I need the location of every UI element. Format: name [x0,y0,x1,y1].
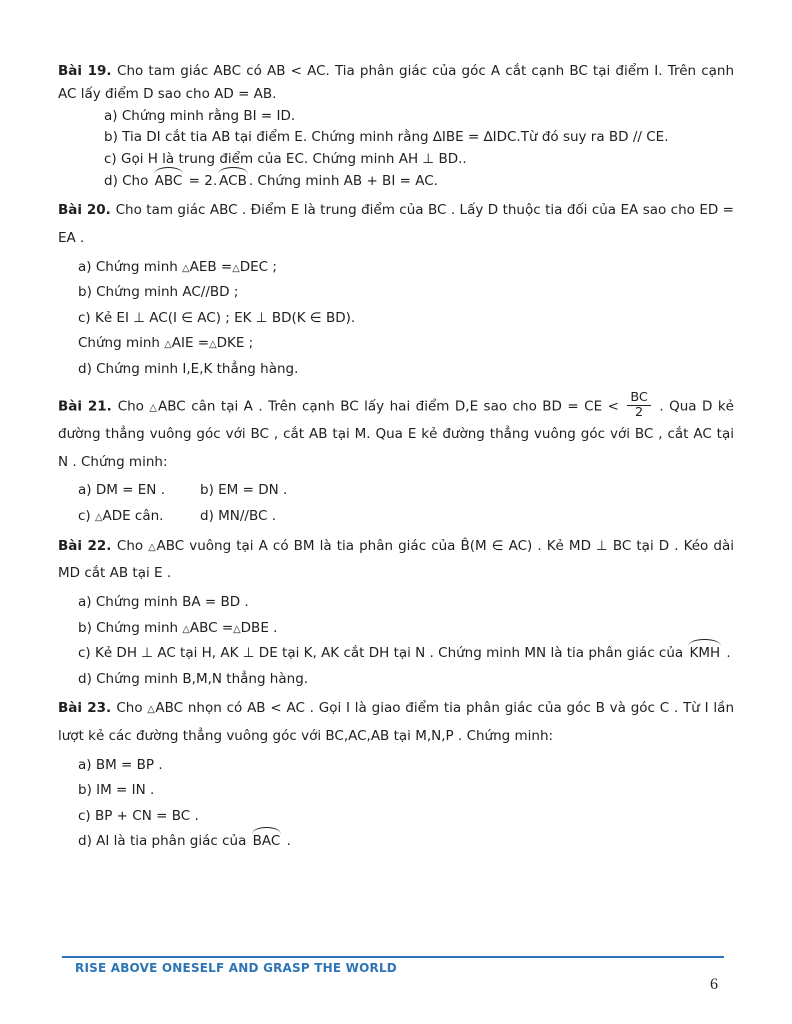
page-number: 6 [710,976,718,993]
problem-20 [58,197,734,380]
problem-19 [58,60,734,192]
triangle-symbol: △ [149,401,159,413]
triangle-symbol: △ [209,339,217,351]
fraction-numerator: BC [627,391,651,407]
problem-part: b) IM = IN . [78,782,155,799]
part-column: d) MN//BC . [200,508,277,524]
problem-part: c) BP + CN = BC . [78,807,199,824]
triangle-symbol: △ [147,704,156,716]
problem-part: a) Chứng minh △AEB =△DEC ; [78,258,277,275]
triangle-symbol: △ [148,541,157,553]
problem-label: Bài 23. [58,700,117,717]
problem-part: d) Chứng minh I,E,K thẳng hàng. [78,360,299,377]
problem-part: d) AI là tia phân giác của BAC . [58,831,734,853]
triangle-symbol: △ [94,512,103,523]
problem-list [58,60,734,857]
part-column: b) EM = DN . [200,482,288,499]
part-column: c) △ADE cân. [78,508,164,524]
problem-part: Chứng minh △AIE =△DKE ; [78,335,254,352]
triangle-symbol: △ [232,262,240,274]
problem-part: a) Chứng minh BA = BD . [78,593,249,610]
problem-intro: Bài 21. Cho △ABC cân tại A . Trên cạnh BC lấy hai điểm D,E sao cho BD = CE < $\frac{BC}{2}$ . Qua D kẻ đường thẳng vuông góc với BC , cắt AB tại M. Qua E kẻ đường thẳng vuông góc với BC , cắt AC tại N . Chứng minh: [58,389,734,470]
triangle-symbol: △ [233,623,241,635]
footer-divider [62,956,724,958]
fraction [627,391,651,422]
problem-part: b) Chứng minh △ABC =△DBE . [78,619,278,636]
problem-part: c) Kẻ DH ⊥ AC tại H, AK ⊥ DE tại K, AK cắt DH tại N . Chứng minh MN là tia phân giác của KMH . [58,643,734,665]
problem-intro: Bài 22. Cho △ABC vuông tại A có BM là tia phân giác của B̂(M ∈ AC) . Kẻ MD ⊥ BC tại D . Kéo dài MD cắt AB tại E . [58,537,734,582]
angle-arc-notation: ACB [217,171,249,193]
triangle-symbol: △ [182,262,190,274]
problem-intro: Bài 19. Cho tam giác ABC có AB < AC. Tia phân giác của góc A cắt cạnh BC tại điểm I. Trên cạnh AC lấy điểm D sao cho AD = AB. [58,63,735,102]
triangle-symbol: △ [164,339,172,351]
angle-arc-notation: ABC [153,171,185,193]
problem-part: a) Chứng minh rằng BI = ID. [104,107,296,124]
problem-part: b) Chứng minh AC//BD ; [78,284,239,301]
problem-part: b) Tia DI cắt tia AB tại điểm E. Chứng minh rằng ∆IBE = ∆IDC.Từ đó suy ra BD // CE. [104,129,669,146]
angle-arc-notation: BAC [251,831,283,853]
problem-part [58,480,734,502]
problem-part: d) Cho ABC = 2. ACB . Chứng minh AB + BI = AC. [58,171,734,193]
fraction-denominator: 2 [635,405,644,421]
problem-part: c) Gọi H là trung điểm của EC. Chứng minh AH ⊥ BD.. [104,151,467,168]
angle-arc-notation: KMH [687,643,722,665]
problem-label: Bài 20. [58,202,116,219]
problem-21 [58,391,734,528]
page-footer [62,956,724,975]
triangle-symbol: △ [182,623,190,635]
problem-intro: Bài 20. Cho tam giác ABC . Điểm E là trung điểm của BC . Lấy D thuộc tia đối của EA sao cho ED = EA . [58,202,734,246]
problem-22 [58,533,734,691]
problem-intro: Bài 23. Cho △ABC nhọn có AB < AC . Gọi I là giao điểm tia phân giác của góc B và góc C . Từ I lần lượt kẻ các đường thẳng vuông góc với BC,AC,AB tại M,N,P . Chứng minh: [58,700,735,744]
problem-label: Bài 21. [58,397,118,414]
part-column: a) DM = EN . [78,482,165,499]
problem-label: Bài 19. [58,63,118,79]
problem-part [58,506,734,528]
problem-23 [58,695,734,853]
problem-part: d) Chứng minh B,M,N thẳng hàng. [78,670,309,687]
footer-motto: RISE ABOVE ONESELF AND GRASP THE WORLD [75,961,397,975]
problem-part: c) Kẻ EI ⊥ AC(I ∈ AC) ; EK ⊥ BD(K ∈ BD). [78,309,356,326]
problem-part: a) BM = BP . [78,756,163,773]
problem-label: Bài 22. [58,537,117,554]
